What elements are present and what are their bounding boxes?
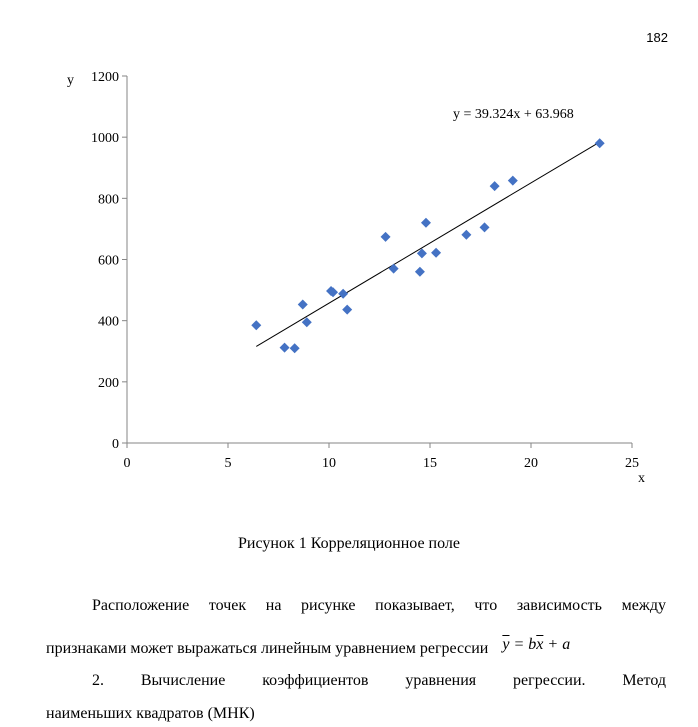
y-tick-label: 0 xyxy=(112,437,119,452)
paragraph-1-line-1: Расположение точек на рисунке показывает, что зависимость между xyxy=(92,597,666,614)
y-tick-label: 1000 xyxy=(91,131,119,147)
data-point xyxy=(421,218,431,228)
y-tick-label: 200 xyxy=(98,375,119,391)
data-point xyxy=(389,264,399,274)
figure-caption: Рисунок 1 Корреляционное поле xyxy=(238,535,460,552)
y-axis-label: y xyxy=(67,73,74,88)
data-point xyxy=(480,222,490,232)
data-point xyxy=(342,305,352,315)
data-point xyxy=(508,176,518,186)
formula-mid: = b xyxy=(509,636,537,653)
data-point xyxy=(461,230,471,240)
x-axis-label: x xyxy=(638,471,645,486)
paragraph-1-line-2 xyxy=(46,636,666,658)
paragraph-2-line-2: наименьших квадратов (МНК) xyxy=(46,705,255,722)
regression-formula xyxy=(502,636,570,653)
y-tick-label: 600 xyxy=(98,253,119,269)
data-point xyxy=(415,267,425,277)
chart-axes xyxy=(122,76,632,448)
x-tick-label: 25 xyxy=(625,456,639,471)
y-tick-label: 800 xyxy=(98,192,119,208)
page-number: 182 xyxy=(646,30,668,45)
data-point xyxy=(381,232,391,242)
y-tick-labels xyxy=(91,70,119,452)
paragraph-2-line-1: 2. Вычисление коэффициентов уравнения регрессии. Метод xyxy=(92,672,666,689)
x-tick-label: 20 xyxy=(524,456,538,471)
data-point xyxy=(431,248,441,258)
data-point xyxy=(595,138,605,148)
x-tick-label: 10 xyxy=(322,456,336,471)
formula-end: + a xyxy=(543,636,571,653)
data-point xyxy=(290,343,300,353)
trendline-equation: y = 39.324x + 63.968 xyxy=(453,107,574,122)
data-point xyxy=(251,320,261,330)
x-tick-label: 0 xyxy=(123,456,131,471)
data-point xyxy=(280,343,290,353)
trendline xyxy=(256,142,599,346)
data-point xyxy=(490,181,500,191)
paragraph-1-text: признаками может выражаться линейным уравнением регрессии xyxy=(46,640,489,657)
data-point xyxy=(298,299,308,309)
formula-y-bar: $\overline{y}$ xyxy=(502,636,510,653)
formula-x-bar: $\overline{x}$ xyxy=(536,636,544,653)
y-tick-label: 1200 xyxy=(91,70,119,85)
x-tick-label: 5 xyxy=(224,456,232,471)
y-tick-label: 400 xyxy=(98,314,119,330)
x-tick-label: 15 xyxy=(423,456,437,471)
x-tick-labels xyxy=(124,456,640,471)
